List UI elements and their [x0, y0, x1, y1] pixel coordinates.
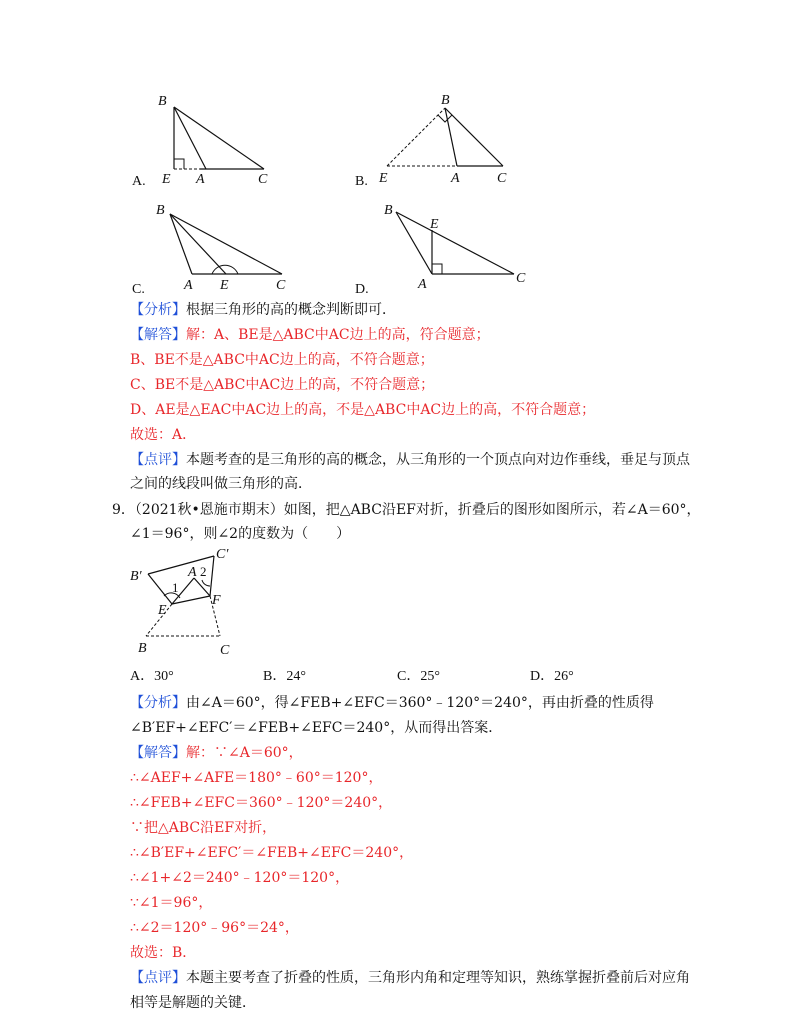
q9-answer-line-8: 故选：B．	[130, 945, 197, 961]
q8-answer-line-2: C、BE不是△ABC中AC边上的高，不符合题意；	[130, 377, 435, 393]
choice-b[interactable]	[263, 665, 306, 685]
label-angle-1: 1	[172, 580, 179, 595]
q9-answer-line-3: ∵把△ABC沿EF对折，	[130, 820, 277, 836]
label-a: A	[196, 172, 205, 187]
choice-d[interactable]	[530, 665, 574, 685]
q9-stem-2: ∠1＝96°，则∠2的度数为（ ）	[130, 526, 351, 542]
comment-text: 本题考查的是三角形的高的概念，从三角形的一个顶点向对边作垂线，垂足与顶点	[186, 452, 690, 468]
label-c: C	[258, 172, 268, 187]
question-number: 9．	[112, 502, 135, 518]
choice-value: 26°	[554, 669, 574, 684]
figure-c-svg	[150, 200, 300, 292]
label-a: A	[188, 565, 197, 580]
comment-text: 本题主要考查了折叠的性质，三角形内角和定理等知识，熟练掌握折叠前后对应角	[186, 970, 690, 986]
figure-option-b	[375, 92, 515, 184]
q9-figure	[128, 544, 248, 656]
label-b-prime: B′	[130, 569, 142, 584]
answer-text: 解：A、BE是△ABC中AC边上的高，符合题意；	[186, 327, 490, 343]
q9-answer-line-2: ∴∠FEB+∠EFC＝360°﹣120°＝240°，	[130, 795, 393, 811]
analysis-text: 由∠A＝60°，得∠FEB+∠EFC＝360°﹣120°＝240°，再由折叠的性质得	[186, 695, 654, 711]
q9-analysis-2: ∠B′EF+∠EFC′＝∠FEB+∠EFC＝240°，从而得出答案．	[130, 720, 503, 736]
q9-answer-line-0	[130, 743, 303, 763]
figure-d-svg	[378, 200, 538, 292]
figure-option-c	[150, 200, 300, 292]
choice-letter: A．	[130, 669, 155, 684]
label-b: B	[138, 641, 147, 656]
q9-analysis-1	[130, 693, 654, 713]
label-e: E	[158, 603, 167, 618]
answer-text: 解：∵∠A＝60°，	[186, 745, 303, 761]
figure-a-svg	[150, 95, 280, 185]
figure-option-d	[378, 200, 538, 292]
choice-c[interactable]	[397, 665, 440, 685]
comment-tag: 【点评】	[130, 452, 186, 468]
choice-a[interactable]	[130, 665, 174, 685]
label-c: C	[276, 278, 286, 293]
choice-letter: B．	[263, 669, 287, 684]
q9-comment-2: 相等是解题的关键．	[130, 995, 256, 1011]
option-label-d: D.	[355, 282, 369, 297]
q9-answer-line-1: ∴∠AEF+∠AFE＝180°﹣60°＝120°，	[130, 770, 383, 786]
label-a: A	[451, 171, 460, 186]
figure-option-a	[150, 95, 280, 185]
analysis-text: 根据三角形的高的概念判断即可．	[186, 302, 396, 318]
q8-comment-1	[130, 450, 690, 470]
choice-value: 24°	[286, 669, 306, 684]
option-label-c: C.	[132, 282, 145, 297]
q8-answer-line-0	[130, 325, 490, 345]
label-e: E	[379, 171, 388, 186]
label-e: E	[162, 172, 171, 187]
choice-letter: C．	[397, 669, 421, 684]
label-c-prime: C′	[216, 547, 229, 562]
figure-b-svg	[375, 92, 515, 184]
q8-comment-2: 之间的线段叫做三角形的高．	[130, 476, 312, 492]
label-angle-2: 2	[200, 564, 207, 579]
q9-comment-1	[130, 968, 690, 988]
label-b: B	[158, 94, 167, 109]
answer-tag: 【解答】	[130, 745, 186, 761]
choice-value: 25°	[420, 669, 440, 684]
label-e: E	[220, 278, 229, 293]
label-b: B	[441, 93, 450, 108]
analysis-tag: 【分析】	[130, 695, 186, 711]
q8-answer-line-3: D、AE是△EAC中AC边上的高，不是△ABC中AC边上的高，不符合题意；	[130, 402, 596, 418]
label-e: E	[430, 217, 439, 232]
label-b: B	[156, 203, 165, 218]
choice-letter: D．	[530, 669, 555, 684]
q8-answer-line-4: 故选：A．	[130, 427, 197, 443]
comment-tag: 【点评】	[130, 970, 186, 986]
q9-answer-line-4: ∴∠B′EF+∠EFC′＝∠FEB+∠EFC＝240°，	[130, 845, 414, 861]
q8-answer-line-1: B、BE不是△ABC中AC边上的高，不符合题意；	[130, 352, 434, 368]
q9-answer-line-7: ∴∠2＝120°﹣96°＝24°，	[130, 920, 299, 936]
label-a: A	[418, 277, 427, 292]
option-label-a: A.	[132, 174, 146, 189]
analysis-tag: 【分析】	[130, 302, 186, 318]
option-label-b: B.	[355, 174, 368, 189]
q9-answer-line-5: ∴∠1+∠2＝240°﹣120°＝120°，	[130, 870, 350, 886]
q9-answer-line-6: ∵∠1＝96°，	[130, 895, 213, 911]
label-c: C	[497, 171, 507, 186]
label-b: B	[384, 203, 393, 218]
q9-figure-svg	[128, 544, 248, 656]
label-a: A	[184, 278, 193, 293]
stem-text: （2021秋•恩施市期末）如图，把△ABC沿EF对折，折叠后的图形如图所示，若∠A＝60°，	[134, 502, 701, 518]
q9-stem-1	[112, 500, 701, 520]
choice-value: 30°	[154, 669, 174, 684]
label-c: C	[516, 271, 526, 286]
label-c: C	[220, 643, 230, 658]
label-f: F	[212, 593, 221, 608]
answer-tag: 【解答】	[130, 327, 186, 343]
q8-analysis	[130, 300, 396, 320]
